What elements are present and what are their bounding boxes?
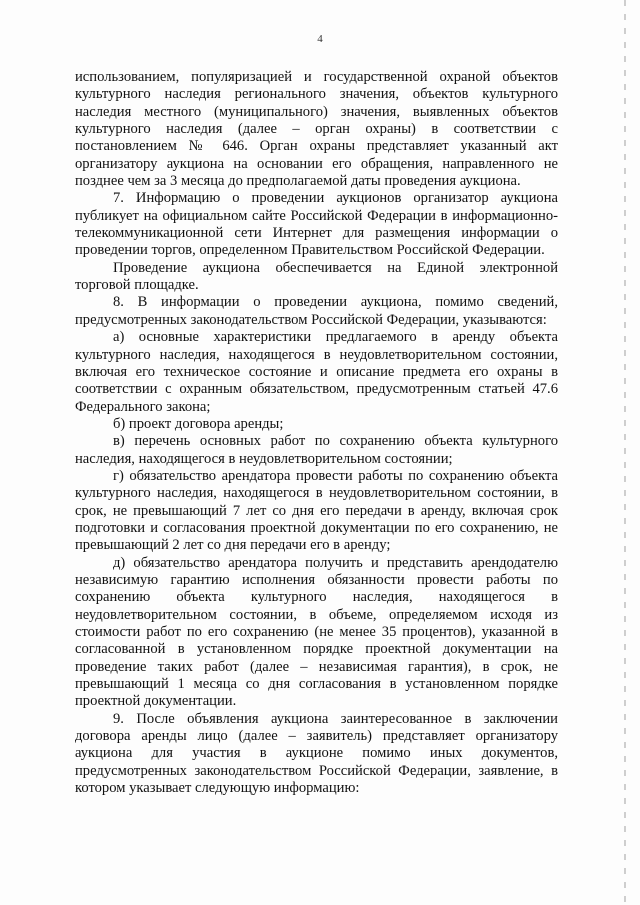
- document-body: [75, 69, 558, 797]
- list-item-g: г) обязательство арендатора провести работы по сохранению объекта культурного наследия, находящегося в неудовлетворительном состоянии, в срок, не превышающий 7 лет со дня его передачи в аренду, включая срок подготовки и согласования проектной документации по его сохранению, не превышающий 2 лет со дня передачи его в аренду;: [75, 467, 558, 554]
- page-number: 4: [317, 33, 323, 45]
- scan-edge-mark: [624, 0, 626, 905]
- paragraph-continuation: использованием, популяризацией и государственной охраной объектов культурного наследия регионального значения, объектов культурного наследия местного (муниципального) значения, выявленных объектов культурного наследия (далее – орган охраны) в соответствии с постановлением № 646. Орган охраны представляет указанный акт организатору аукциона на основании его обращения, направленного не позднее чем за 3 месяца до предполагаемой даты проведения аукциона.: [75, 69, 558, 190]
- list-item-v: в) перечень основных работ по сохранению объекта культурного наследия, находящегося в неудовлетворительном состоянии;: [75, 433, 558, 467]
- list-item-b: б) проект договора аренды;: [113, 415, 284, 432]
- list-item-d: д) обязательство арендатора получить и представить арендодателю независимую гарантию исполнения обязанности провести работы по сохранению объекта культурного наследия, находящегося в неудовлетворительном состоянии, в объеме, определяемом исходя из стоимости работ по его сохранению (не менее 35 процентов), указанной в согласованной в установленном порядке проектной документации на проведение таких работ (далее – независимая гарантия), в срок, не превышающий 1 месяца со дня согласования в установленном порядке проектной документации.: [75, 554, 558, 710]
- paragraph-electronic-platform: Проведение аукциона обеспечивается на Единой электронной торговой площадке.: [75, 259, 558, 294]
- paragraph-9: 9. После объявления аукциона заинтересованное в заключении договора аренды лицо (далее – заявитель) представляет организатору аукциона для участия в аукционе помимо иных документов, предусмотренных законодательством Российской Федерации, заявление, в котором указывает следующую информацию:: [75, 710, 558, 797]
- paragraph-8: 8. В информации о проведении аукциона, помимо сведений, предусмотренных законодательством Российской Федерации, указываются:: [75, 294, 558, 328]
- paragraph-7: 7. Информацию о проведении аукционов организатор аукциона публикует на официальном сайте Российской Федерации в информационно-телекоммуникационной сети Интернет для размещения информации о проведении торгов, определенном Правительством Российской Федерации.: [75, 190, 558, 259]
- list-item-a: а) основные характеристики предлагаемого в аренду объекта культурного наследия, находящегося в неудовлетворительном состоянии, включая его техническое состояние и описание предмета его охраны в соответствии с охранным обязательством, предусмотренным статьей 47.6 Федерального закона;: [75, 329, 558, 415]
